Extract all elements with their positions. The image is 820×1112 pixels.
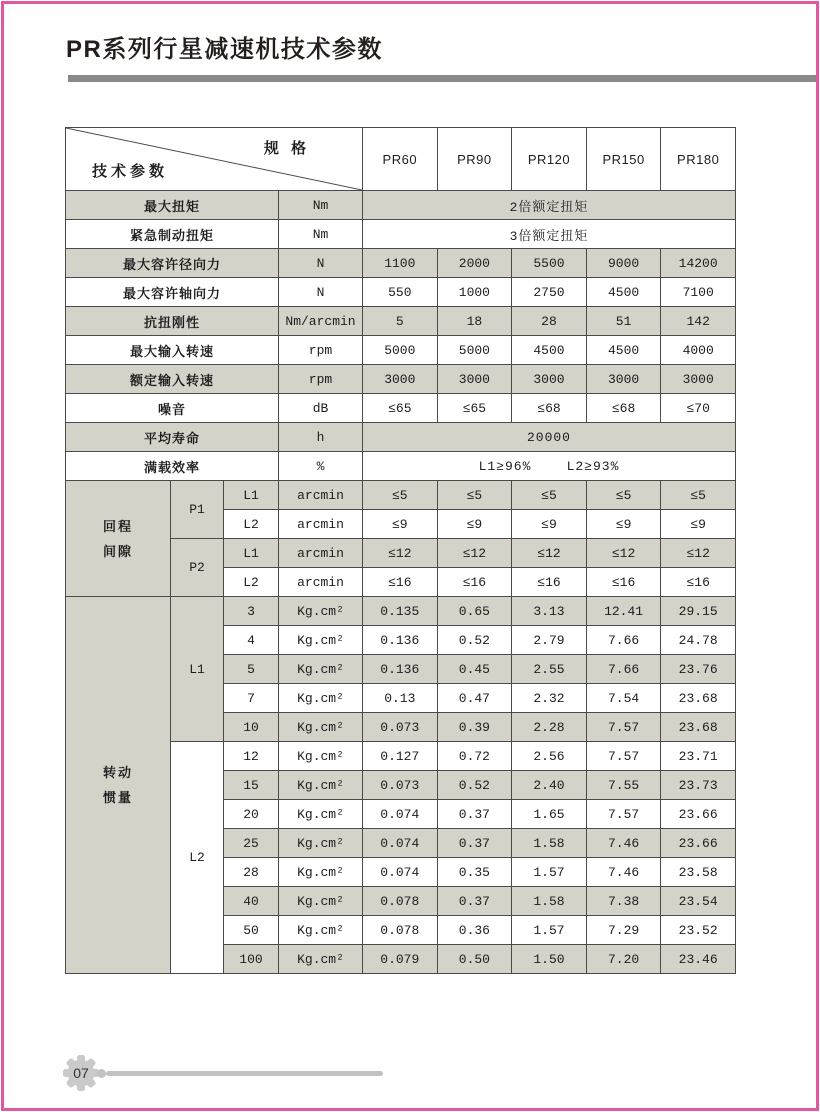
value-cell: 7.55 xyxy=(586,771,661,800)
value-cell: 23.54 xyxy=(661,887,736,916)
value-cell: 1.57 xyxy=(512,858,587,887)
value-cell: 23.68 xyxy=(661,684,736,713)
value-cell: ≤12 xyxy=(586,539,661,568)
value-cell: ≤16 xyxy=(661,568,736,597)
value-cell: 4500 xyxy=(586,278,661,307)
corner-param-label: 技术参数 xyxy=(92,163,169,180)
value-cell: 5000 xyxy=(363,336,438,365)
value-cell: 142 xyxy=(661,307,736,336)
value-cell: 23.46 xyxy=(661,945,736,974)
column-header-pr150: PR150 xyxy=(586,128,661,191)
value-cell: 5500 xyxy=(512,249,587,278)
value-cell: 0.52 xyxy=(437,771,512,800)
value-cell: ≤68 xyxy=(512,394,587,423)
value-cell: ≤70 xyxy=(661,394,736,423)
unit-cell: rpm xyxy=(279,365,363,394)
backlash-section-label-cell xyxy=(66,481,171,597)
value-cell: 9000 xyxy=(586,249,661,278)
unit-cell: Kg.cm² xyxy=(279,713,363,742)
value-cell: 7.57 xyxy=(586,713,661,742)
value-cell: 4500 xyxy=(512,336,587,365)
value-cell: ≤68 xyxy=(586,394,661,423)
section-label-line: 回程 xyxy=(102,518,133,534)
param-label-cell: 最大容许径向力 xyxy=(66,249,279,278)
value-cell: ≤5 xyxy=(661,481,736,510)
value-cell: 2.55 xyxy=(512,655,587,684)
footer-dot xyxy=(97,1069,106,1078)
value-cell: 0.136 xyxy=(363,626,438,655)
gear-icon xyxy=(62,1054,100,1092)
ratio-cell: 7 xyxy=(224,684,279,713)
corner-spec-label: 规 格 xyxy=(263,140,310,157)
value-cell: 0.47 xyxy=(437,684,512,713)
unit-cell: Kg.cm² xyxy=(279,800,363,829)
table-row xyxy=(66,220,736,249)
value-cell: 0.52 xyxy=(437,626,512,655)
ratio-cell: 40 xyxy=(224,887,279,916)
value-cell: ≤9 xyxy=(586,510,661,539)
value-cell: ≤5 xyxy=(586,481,661,510)
value-cell: 0.45 xyxy=(437,655,512,684)
table-row xyxy=(66,278,736,307)
unit-cell: Nm xyxy=(279,220,363,249)
unit-cell: Nm/arcmin xyxy=(279,307,363,336)
unit-cell: Kg.cm² xyxy=(279,916,363,945)
value-cell: 7.20 xyxy=(586,945,661,974)
param-label-cell: 平均寿命 xyxy=(66,423,279,452)
value-cell: 14200 xyxy=(661,249,736,278)
value-cell: 0.074 xyxy=(363,858,438,887)
span-value-cell: 20000 xyxy=(363,423,736,452)
table-row xyxy=(66,365,736,394)
column-header-pr120: PR120 xyxy=(512,128,587,191)
section-label-line: 转动 xyxy=(102,765,133,780)
value-cell: 7.29 xyxy=(586,916,661,945)
value-cell: ≤5 xyxy=(363,481,438,510)
value-cell: ≤65 xyxy=(437,394,512,423)
value-cell: 7.57 xyxy=(586,800,661,829)
table-row xyxy=(66,249,736,278)
unit-cell: Kg.cm² xyxy=(279,597,363,626)
stage-cell: L1 xyxy=(224,481,279,510)
stage-group-cell: L1 xyxy=(171,597,224,742)
value-cell: 7.46 xyxy=(586,829,661,858)
unit-cell: arcmin xyxy=(279,481,363,510)
ratio-cell: 20 xyxy=(224,800,279,829)
precision-group-cell: P2 xyxy=(171,539,224,597)
value-cell: 0.136 xyxy=(363,655,438,684)
value-cell: 7.38 xyxy=(586,887,661,916)
value-cell: 3000 xyxy=(661,365,736,394)
value-cell: ≤12 xyxy=(661,539,736,568)
unit-cell: rpm xyxy=(279,336,363,365)
value-cell: ≤12 xyxy=(512,539,587,568)
value-cell: 550 xyxy=(363,278,438,307)
unit-cell: Kg.cm² xyxy=(279,742,363,771)
value-cell: 18 xyxy=(437,307,512,336)
value-cell: 2.56 xyxy=(512,742,587,771)
value-cell: 1100 xyxy=(363,249,438,278)
value-cell: 2.40 xyxy=(512,771,587,800)
unit-cell: % xyxy=(279,452,363,481)
value-cell: 0.36 xyxy=(437,916,512,945)
value-cell: ≤9 xyxy=(512,510,587,539)
param-label-cell: 紧急制动扭矩 xyxy=(66,220,279,249)
ratio-cell: 12 xyxy=(224,742,279,771)
value-cell: 23.58 xyxy=(661,858,736,887)
span-value-cell: 3倍额定扭矩 xyxy=(363,220,736,249)
ratio-cell: 4 xyxy=(224,626,279,655)
value-cell: 0.079 xyxy=(363,945,438,974)
value-cell: 3000 xyxy=(512,365,587,394)
value-cell: 2750 xyxy=(512,278,587,307)
page-number: 07 xyxy=(73,1065,89,1081)
unit-cell: h xyxy=(279,423,363,452)
value-cell: 2000 xyxy=(437,249,512,278)
ratio-cell: 28 xyxy=(224,858,279,887)
value-cell: ≤16 xyxy=(586,568,661,597)
value-cell: 3000 xyxy=(363,365,438,394)
param-label-cell: 最大输入转速 xyxy=(66,336,279,365)
value-cell: 1.58 xyxy=(512,887,587,916)
value-cell: 0.127 xyxy=(363,742,438,771)
value-cell: 1.50 xyxy=(512,945,587,974)
value-cell: 0.37 xyxy=(437,829,512,858)
table-row xyxy=(66,191,736,220)
section-label-line: 惯量 xyxy=(102,790,133,805)
param-label-cell: 抗扭刚性 xyxy=(66,307,279,336)
value-cell: 0.35 xyxy=(437,858,512,887)
stage-cell: L2 xyxy=(224,510,279,539)
ratio-cell: 100 xyxy=(224,945,279,974)
unit-cell: N xyxy=(279,278,363,307)
value-cell: 0.37 xyxy=(437,800,512,829)
table-row xyxy=(66,597,736,626)
title-underline-bar xyxy=(68,75,816,82)
value-cell: 0.50 xyxy=(437,945,512,974)
unit-cell: Kg.cm² xyxy=(279,858,363,887)
value-cell: 2.28 xyxy=(512,713,587,742)
unit-cell: arcmin xyxy=(279,568,363,597)
unit-cell: Kg.cm² xyxy=(279,626,363,655)
value-cell: 0.074 xyxy=(363,829,438,858)
unit-cell: Nm xyxy=(279,191,363,220)
value-cell: ≤5 xyxy=(437,481,512,510)
value-cell: 12.41 xyxy=(586,597,661,626)
value-cell: 23.76 xyxy=(661,655,736,684)
ratio-cell: 50 xyxy=(224,916,279,945)
table-row xyxy=(66,481,736,510)
unit-cell: Kg.cm² xyxy=(279,771,363,800)
column-header-pr60: PR60 xyxy=(363,128,438,191)
value-cell: 2.79 xyxy=(512,626,587,655)
ratio-cell: 25 xyxy=(224,829,279,858)
param-label-cell: 最大容许轴向力 xyxy=(66,278,279,307)
value-cell: ≤12 xyxy=(437,539,512,568)
value-cell: 5000 xyxy=(437,336,512,365)
inertia-section-label-cell xyxy=(66,597,171,974)
value-cell: ≤65 xyxy=(363,394,438,423)
value-cell: 23.68 xyxy=(661,713,736,742)
footer-line xyxy=(106,1071,383,1076)
value-cell: 0.135 xyxy=(363,597,438,626)
value-cell: 0.65 xyxy=(437,597,512,626)
value-cell: 7.46 xyxy=(586,858,661,887)
param-label-cell: 满载效率 xyxy=(66,452,279,481)
ratio-cell: 10 xyxy=(224,713,279,742)
page-footer xyxy=(62,1054,402,1094)
value-cell: 23.71 xyxy=(661,742,736,771)
table-row xyxy=(66,452,736,481)
value-cell: 7.57 xyxy=(586,742,661,771)
ratio-cell: 15 xyxy=(224,771,279,800)
value-cell: ≤16 xyxy=(437,568,512,597)
value-cell: 4500 xyxy=(586,336,661,365)
column-header-pr180: PR180 xyxy=(661,128,736,191)
value-cell: 3000 xyxy=(437,365,512,394)
value-cell: 29.15 xyxy=(661,597,736,626)
table-row xyxy=(66,394,736,423)
value-cell: 0.39 xyxy=(437,713,512,742)
param-label-cell: 噪音 xyxy=(66,394,279,423)
value-cell: 23.73 xyxy=(661,771,736,800)
value-cell: ≤9 xyxy=(661,510,736,539)
value-cell: ≤9 xyxy=(437,510,512,539)
value-cell: 7.66 xyxy=(586,626,661,655)
value-cell: 0.078 xyxy=(363,887,438,916)
ratio-cell: 3 xyxy=(224,597,279,626)
value-cell: 23.52 xyxy=(661,916,736,945)
value-cell: 28 xyxy=(512,307,587,336)
value-cell: 0.72 xyxy=(437,742,512,771)
value-cell: 0.13 xyxy=(363,684,438,713)
corner-cell xyxy=(66,128,363,191)
value-cell: 0.073 xyxy=(363,713,438,742)
value-cell: 7.66 xyxy=(586,655,661,684)
unit-cell: Kg.cm² xyxy=(279,829,363,858)
value-cell: ≤12 xyxy=(363,539,438,568)
value-cell: 2.32 xyxy=(512,684,587,713)
value-cell: 3.13 xyxy=(512,597,587,626)
unit-cell: Kg.cm² xyxy=(279,684,363,713)
spec-table xyxy=(65,127,736,974)
table-row xyxy=(66,423,736,452)
unit-cell: Kg.cm² xyxy=(279,887,363,916)
page-title: PR系列行星减速机技术参数 xyxy=(66,36,383,63)
param-label-cell: 最大扭矩 xyxy=(66,191,279,220)
span-value-cell: L1≥96% L2≥93% xyxy=(363,452,736,481)
value-cell: 3000 xyxy=(586,365,661,394)
stage-group-cell: L2 xyxy=(171,742,224,974)
unit-cell: arcmin xyxy=(279,510,363,539)
stage-cell: L2 xyxy=(224,568,279,597)
section-label-line: 间隙 xyxy=(102,543,133,559)
value-cell: ≤9 xyxy=(363,510,438,539)
value-cell: ≤16 xyxy=(363,568,438,597)
unit-cell: Kg.cm² xyxy=(279,945,363,974)
value-cell: ≤16 xyxy=(512,568,587,597)
value-cell: 4000 xyxy=(661,336,736,365)
value-cell: 23.66 xyxy=(661,829,736,858)
ratio-cell: 5 xyxy=(224,655,279,684)
column-header-pr90: PR90 xyxy=(437,128,512,191)
value-cell: 0.074 xyxy=(363,800,438,829)
unit-cell: N xyxy=(279,249,363,278)
value-cell: 51 xyxy=(586,307,661,336)
table-row xyxy=(66,307,736,336)
value-cell: 1.58 xyxy=(512,829,587,858)
table-row xyxy=(66,336,736,365)
span-value-cell: 2倍额定扭矩 xyxy=(363,191,736,220)
unit-cell: Kg.cm² xyxy=(279,655,363,684)
value-cell: 7.54 xyxy=(586,684,661,713)
header-row xyxy=(66,128,736,191)
value-cell: 23.66 xyxy=(661,800,736,829)
stage-cell: L1 xyxy=(224,539,279,568)
precision-group-cell: P1 xyxy=(171,481,224,539)
value-cell: 7100 xyxy=(661,278,736,307)
value-cell: 1.65 xyxy=(512,800,587,829)
value-cell: 24.78 xyxy=(661,626,736,655)
unit-cell: arcmin xyxy=(279,539,363,568)
value-cell: ≤5 xyxy=(512,481,587,510)
value-cell: 1000 xyxy=(437,278,512,307)
value-cell: 0.37 xyxy=(437,887,512,916)
value-cell: 5 xyxy=(363,307,438,336)
param-label-cell: 额定输入转速 xyxy=(66,365,279,394)
unit-cell: dB xyxy=(279,394,363,423)
value-cell: 0.078 xyxy=(363,916,438,945)
value-cell: 1.57 xyxy=(512,916,587,945)
value-cell: 0.073 xyxy=(363,771,438,800)
